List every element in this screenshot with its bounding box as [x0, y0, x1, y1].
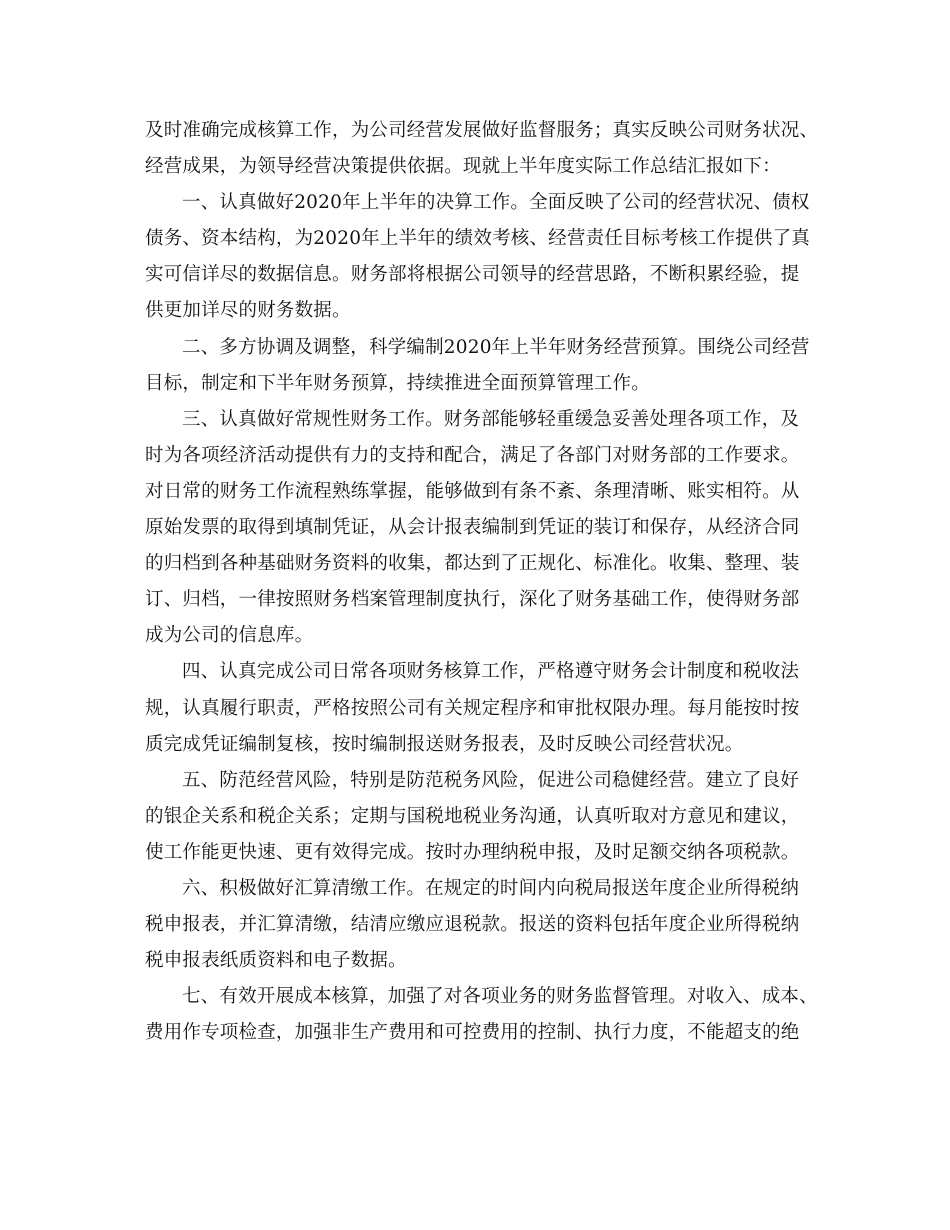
text-line: 规，认真履行职责，严格按照公司有关规定程序和审批权限办理。每月能按时按 [145, 697, 800, 719]
paragraph-start-line: 六、积极做好汇算清缴工作。在规定的时间内向税局报送年度企业所得税纳 [182, 877, 800, 899]
text-line: 及时准确完成核算工作，为公司经营发展做好监督服务；真实反映公司财务状况、 [145, 120, 819, 141]
text-line: 费用作专项检查，加强非生产费用和可控费用的控制、执行力度，不能超支的绝 [145, 1022, 800, 1044]
paragraph-start-line: 七、有效开展成本核算，加强了对各项业务的财务监督管理。对收入、成本、 [182, 986, 818, 1008]
text-line: 税申报表，并汇算清缴，结清应缴应退税款。报送的资料包括年度企业所得税纳 [145, 914, 800, 936]
paragraph-start-line: 四、认真完成公司日常各项财务核算工作，严格遵守财务会计制度和税收法 [182, 661, 800, 683]
text-line: 对日常的财务工作流程熟练掌握，能够做到有条不紊、条理清晰、账实相符。从 [145, 480, 800, 502]
paragraph-start-line: 二、多方协调及调整，科学编制2020年上半年财务经营预算。围绕公司经营 [182, 336, 810, 358]
paragraph-start-line: 一、认真做好2020年上半年的决算工作。全面反映了公司的经营状况、债权 [182, 192, 810, 214]
text-line: 订、归档，一律按照财务档案管理制度执行，深化了财务基础工作，使得财务部 [145, 589, 800, 611]
text-line: 目标，制定和下半年财务预算，持续推进全面预算管理工作。 [145, 372, 650, 394]
text-line: 经营成果，为领导经营决策提供依据。现就上半年度实际工作总结汇报如下： [145, 156, 781, 178]
text-line: 原始发票的取得到填制凭证，从会计报表编制到凭证的装订和保存，从经济合同 [145, 517, 800, 539]
text-line: 的银企关系和税企关系；定期与国税地税业务沟通，认真听取对方意见和建议， [145, 805, 800, 827]
document-body [145, 113, 819, 1051]
paragraph-start-line: 三、认真做好常规性财务工作。财务部能够轻重缓急妥善处理各项工作，及 [182, 408, 800, 430]
text-line: 供更加详尽的财务数据。 [145, 300, 351, 322]
text-line: 时为各项经济活动提供有力的支持和配合，满足了各部门对财务部的工作要求。 [145, 444, 800, 466]
text-line: 债务、资本结构，为2020年上半年的绩效考核、经营责任目标考核工作提供了真 [145, 228, 810, 250]
text-line: 税申报表纸质资料和电子数据。 [145, 950, 407, 972]
paragraph-start-line: 五、防范经营风险，特别是防范税务风险，促进公司稳健经营。建立了良好 [182, 769, 800, 791]
text-line: 成为公司的信息库。 [145, 625, 314, 647]
text-line: 质完成凭证编制复核，按时编制报送财务报表，及时反映公司经营状况。 [145, 733, 744, 755]
text-line: 实可信详尽的数据信息。财务部将根据公司领导的经营思路，不断积累经验，提 [145, 264, 800, 286]
text-line: 使工作能更快速、更有效得完成。按时办理纳税申报，及时足额交纳各项税款。 [145, 841, 800, 863]
text-line: 的归档到各种基础财务资料的收集，都达到了正规化、标准化。收集、整理、装 [145, 553, 800, 575]
